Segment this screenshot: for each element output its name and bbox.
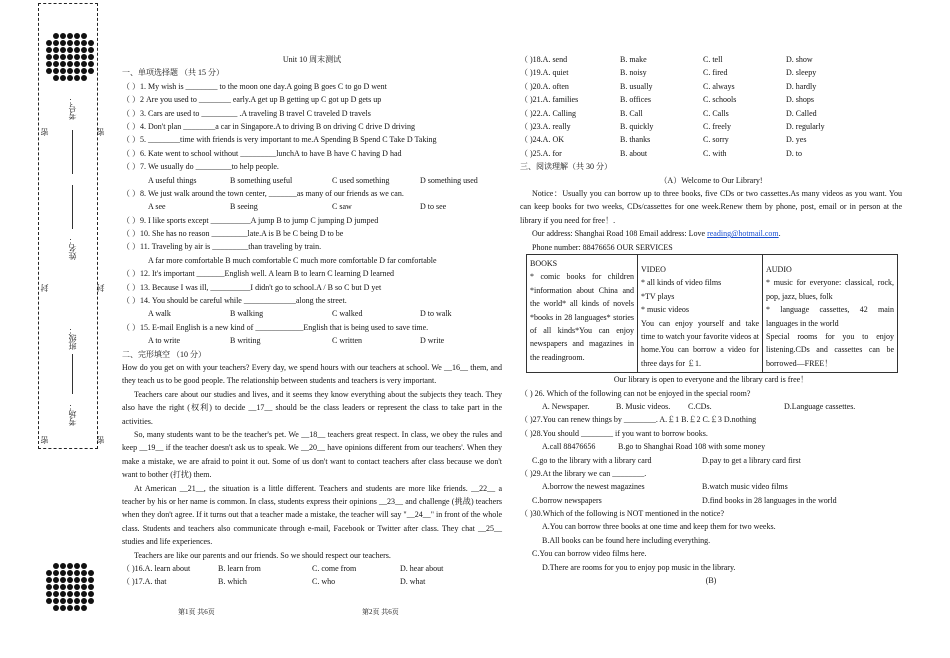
registration-dot <box>46 570 52 576</box>
exam-number-line <box>72 130 73 174</box>
seal-char-4: 密 <box>96 128 105 136</box>
question-27: （ )27.You can renew things by ________. A.￡1 B.￡2 C.￡3 D.nothing <box>520 415 757 425</box>
registration-dot <box>88 598 94 604</box>
page-2-footer: 第2页 共6页 <box>362 608 399 616</box>
question-28-options-cd: C.go to the library with a library card D.pay to get a library card first <box>532 455 801 465</box>
registration-dot <box>74 563 80 569</box>
class-label: 班级： <box>68 326 77 350</box>
cloze-options-24: （ )24.A. OK B. thanks C. sorry D. yes <box>520 135 807 145</box>
registration-dot <box>88 584 94 590</box>
question-26-options: A. Newspaper. B. Music videos. C.CDs. D.Language cassettes. <box>542 401 856 411</box>
question-2: （ ）2 Are you used to ________ early.A get up B getting up C got up D gets up <box>122 95 382 105</box>
class-line <box>72 354 73 394</box>
registration-dot <box>53 591 59 597</box>
question-8: （ ）8. We just walk around the town center, _______as many of our friends as we can. <box>122 188 404 198</box>
registration-dot <box>60 584 66 590</box>
registration-dot <box>60 591 66 597</box>
question-12: （ ）12. It's important _______English well. A learn B to learn C learning D learned <box>122 269 395 279</box>
question-30-option-b: B.All books can be found here including everything. <box>542 535 711 545</box>
registration-dot <box>88 591 94 597</box>
registration-dot <box>88 570 94 576</box>
registration-dot <box>67 584 73 590</box>
registration-dot <box>60 577 66 583</box>
seal-char-2: 封 <box>40 284 49 292</box>
cloze-paragraph-2: Teachers care about our studies and lives, and it seems they know everything about the subjects they teach. They also have the right (权利) to decide __17__ should be the class leaders or represent the class to take part in the activities. <box>122 389 502 426</box>
question-29-options-ab: A.borrow the newest magazines B.watch music video films <box>542 482 788 492</box>
library-phone: Phone number: 88476656 OUR SERVICES <box>532 242 673 252</box>
registration-dot <box>74 570 80 576</box>
audio-cell: AUDIO * music for everyone: classical, rock, pop, jazz, blues, folk * language cassettes, 42 main languages in the world Special rooms for you to enjoy listening.CDs and cassettes can be borrowed—FREE！ <box>763 254 898 372</box>
question-8-options: A see B seeing C saw D to see <box>148 202 447 212</box>
registration-dot <box>74 577 80 583</box>
seal-char-5: 封 <box>96 284 105 292</box>
seal-char-3: 密 <box>40 436 49 444</box>
registration-dot <box>67 577 73 583</box>
library-address: Our address: Shanghai Road 108 Email address: Love reading@hotmail.com. <box>532 229 781 239</box>
question-28: （ )28.You should ________ if you want to borrow books. <box>520 428 708 438</box>
page-1-footer: 第1页 共6页 <box>178 608 215 616</box>
question-5: （ ）5. ________time with friends is very important to me.A Spending B Spend C Take D Taking <box>122 135 437 145</box>
question-15: （ ）15. E-mail English is a new kind of ____________English that is being used to save time. <box>122 322 429 332</box>
page-2 <box>520 53 902 587</box>
registration-dot <box>46 563 52 569</box>
registration-dot <box>88 605 94 611</box>
cloze-paragraph-1: How do you get on with your teachers? Every day, we spend hours with our teachers at school. We __16__ them, and they teach us to be good people. The relationship between students and teachers is very important. <box>122 362 502 386</box>
registration-dot <box>67 563 73 569</box>
cloze-options-19: （ )19.A. quiet B. noisy C. fired D. sleepy <box>520 68 817 78</box>
registration-dot <box>74 584 80 590</box>
question-14-options: A walk B walking C walked D to walk <box>148 309 452 319</box>
library-open-note: Our library is open to everyone and the library card is free！ <box>613 375 809 385</box>
registration-dot <box>46 605 52 611</box>
cloze-paragraph-3: So, many students want to be the teacher's pet. We __18__ teachers great respect. In class, we obey the rules and keep __19__ if the teacher doesn't ask us to speak. We __20__ have opinions different from our teachers'. When they make a mistake, we are afraid to point it out. Some of us don't want to contact teachers after class because we don't want to bother (打扰) them. <box>122 430 502 480</box>
registration-dot <box>67 591 73 597</box>
registration-dot <box>60 605 66 611</box>
cloze-options-18-25 <box>520 53 902 160</box>
page-title: Unit 10 周末测试 <box>282 55 342 64</box>
cloze-options-23: （ )23.A. really B. quickly C. freely D. regularly <box>520 121 825 131</box>
registration-dots-bottom <box>46 563 94 611</box>
question-3: （ ）3. Cars are used to _________ .A traveling B travel C traveled D travels <box>122 108 371 118</box>
cloze-options-17: （ )17.A. that B. which C. who D. what <box>122 577 426 587</box>
registration-dot <box>46 584 52 590</box>
question-30: （ )30.Which of the following is NOT mentioned in the notice? <box>520 509 725 519</box>
question-30-option-d: D.There are rooms for you to enjoy pop music in the library. <box>542 562 736 572</box>
question-9: （ ）9. I like sports except __________A jump B to jump C jumping D jumped <box>122 215 379 225</box>
seal-char-1: 密 <box>40 128 49 136</box>
question-10: （ ）10. She has no reason _________late.A is B be C being D to be <box>122 229 344 239</box>
registration-dot <box>88 563 94 569</box>
question-7-options: A useful things B something useful C used something D something used <box>148 175 478 185</box>
question-7: （ ）7. We usually do _________to help people. <box>122 162 279 172</box>
registration-dot <box>67 598 73 604</box>
question-1: （ ）1. My wish is ________ to the moon one day.A going B goes C to go D went <box>122 81 387 91</box>
registration-dot <box>81 563 87 569</box>
section-3-heading: 三、阅读理解（共 30 分） <box>520 162 612 172</box>
registration-dot <box>53 577 59 583</box>
question-4: （ ）4. Don't plan ________a car in Singapore.A to driving B on driving C drive D driving <box>122 121 415 131</box>
question-11-options: A far more comfortable B much comfortable C much more comfortable D far comfortable <box>148 255 437 265</box>
books-cell: BOOKS * comic books for children *information about China and the world* all kinds of novels *books in 28 languages* stories of all kinds*You can enjoy newspapers and magazines in the readingroom. <box>527 254 638 372</box>
registration-dot <box>53 584 59 590</box>
registration-dot <box>53 570 59 576</box>
registration-dot <box>81 577 87 583</box>
section-2-heading: 二、完形填空 （10 分） <box>122 349 206 359</box>
registration-dot <box>81 605 87 611</box>
cloze-options-21: （ )21.A. families B. offices C. schools D. shops <box>520 95 815 105</box>
cloze-options-22: （ )22.A. Calling B. Call C. Calls D. Called <box>520 108 817 118</box>
registration-dot <box>67 570 73 576</box>
question-30-option-a: A.You can borrow three books at one time and keep them for two weeks. <box>542 522 776 532</box>
question-29: （ )29.At the library we can ________. <box>520 468 647 478</box>
cloze-paragraph-5: Teachers are like our parents and our friends. So we should respect our teachers. <box>134 550 391 560</box>
passage-b-label: (B) <box>705 576 717 586</box>
question-14: （ ）14. You should be careful while _____________along the street. <box>122 296 347 306</box>
name-label: 姓名： <box>68 236 77 260</box>
question-26: （ ) 26. Which of the following can not be enjoyed in the special room? <box>520 388 751 398</box>
registration-dot <box>81 598 87 604</box>
registration-dot <box>53 605 59 611</box>
registration-dot <box>53 598 59 604</box>
registration-dot <box>46 577 52 583</box>
registration-dot <box>74 605 80 611</box>
registration-dot <box>60 598 66 604</box>
library-notice: Notice：Usually you can borrow up to three books, five CDs or two cassettes.As many videos as you want. You can keep books for two weeks, CDs/cassettes for one week.Renew them by phone, post, email or in person at the library if you need for free！. <box>520 188 902 225</box>
cloze-options-25: （ )25.A. for B. about C. with D. to <box>520 148 802 158</box>
registration-dot <box>74 591 80 597</box>
section-1-heading: 一、单项选择题 （共 15 分） <box>122 68 224 78</box>
question-13: （ ）13. Because I was ill, __________I didn't go to school.A / B so C but D yet <box>122 282 382 292</box>
services-table <box>526 254 898 373</box>
name-line <box>72 185 73 229</box>
video-cell: VIDEO * all kinds of video films *TV plays * music videos You can enjoy yourself and take time to watch your favorite videos at home.You can borrow a video for three days for ￡1. <box>638 254 763 372</box>
passage-a-title: （A）Welcome to Our Library! <box>659 175 763 185</box>
binding-strip <box>38 3 98 449</box>
registration-dot <box>67 605 73 611</box>
cloze-options-16: （ )16.A. learn about B. learn from C. come from D. hear about <box>122 564 444 574</box>
question-28-options-ab: A.call 88476656 B.go to Shanghai Road 108 with some money <box>542 442 766 452</box>
registration-dot <box>53 563 59 569</box>
questions-1-7 <box>122 80 502 174</box>
seal-char-6: 密 <box>96 436 105 444</box>
registration-dot <box>81 591 87 597</box>
exam-number-label: 考号： <box>68 96 77 120</box>
registration-dot <box>60 563 66 569</box>
question-11: （ ）11. Traveling by air is _________than traveling by train. <box>122 242 322 252</box>
question-6: （ ）6. Kate went to school without _________lunchA to have B have C having D had <box>122 148 402 158</box>
room-label: 考场： <box>68 402 77 426</box>
cloze-paragraph-4: At American __21__, the situation is a little different. Teachers and students are more like friends. __22__ a teacher by his or her name is common. In class, students express their opinions __23__ and challenge (挑战) teachers when they don't agree. If it turns out that a teacher made a mistake, the teacher will say "__24__" in front of the whole class. Students and teachers also communicate through e-mail, Facebook or Twitter after class. They chat __25__ studies and life experiences. <box>122 483 502 547</box>
question-30-option-c: C.You can borrow video films here. <box>532 549 647 559</box>
registration-dot <box>46 598 52 604</box>
registration-dot <box>60 570 66 576</box>
cloze-options-18: （ )18.A. send B. make C. tell D. show <box>520 55 813 64</box>
registration-dot <box>74 598 80 604</box>
email-link[interactable]: reading@hotmail.com <box>707 229 779 239</box>
question-15-options: A to write B writing C written D write <box>148 336 445 346</box>
registration-dot <box>46 591 52 597</box>
question-29-options-cd: C.borrow newspapers D.find books in 28 languages in the world <box>532 495 837 505</box>
registration-dot <box>88 577 94 583</box>
registration-dot <box>81 570 87 576</box>
registration-dot <box>81 584 87 590</box>
cloze-options-20: （ )20.A. often B. usually C. always D. hardly <box>520 81 817 91</box>
page-1 <box>122 53 502 589</box>
